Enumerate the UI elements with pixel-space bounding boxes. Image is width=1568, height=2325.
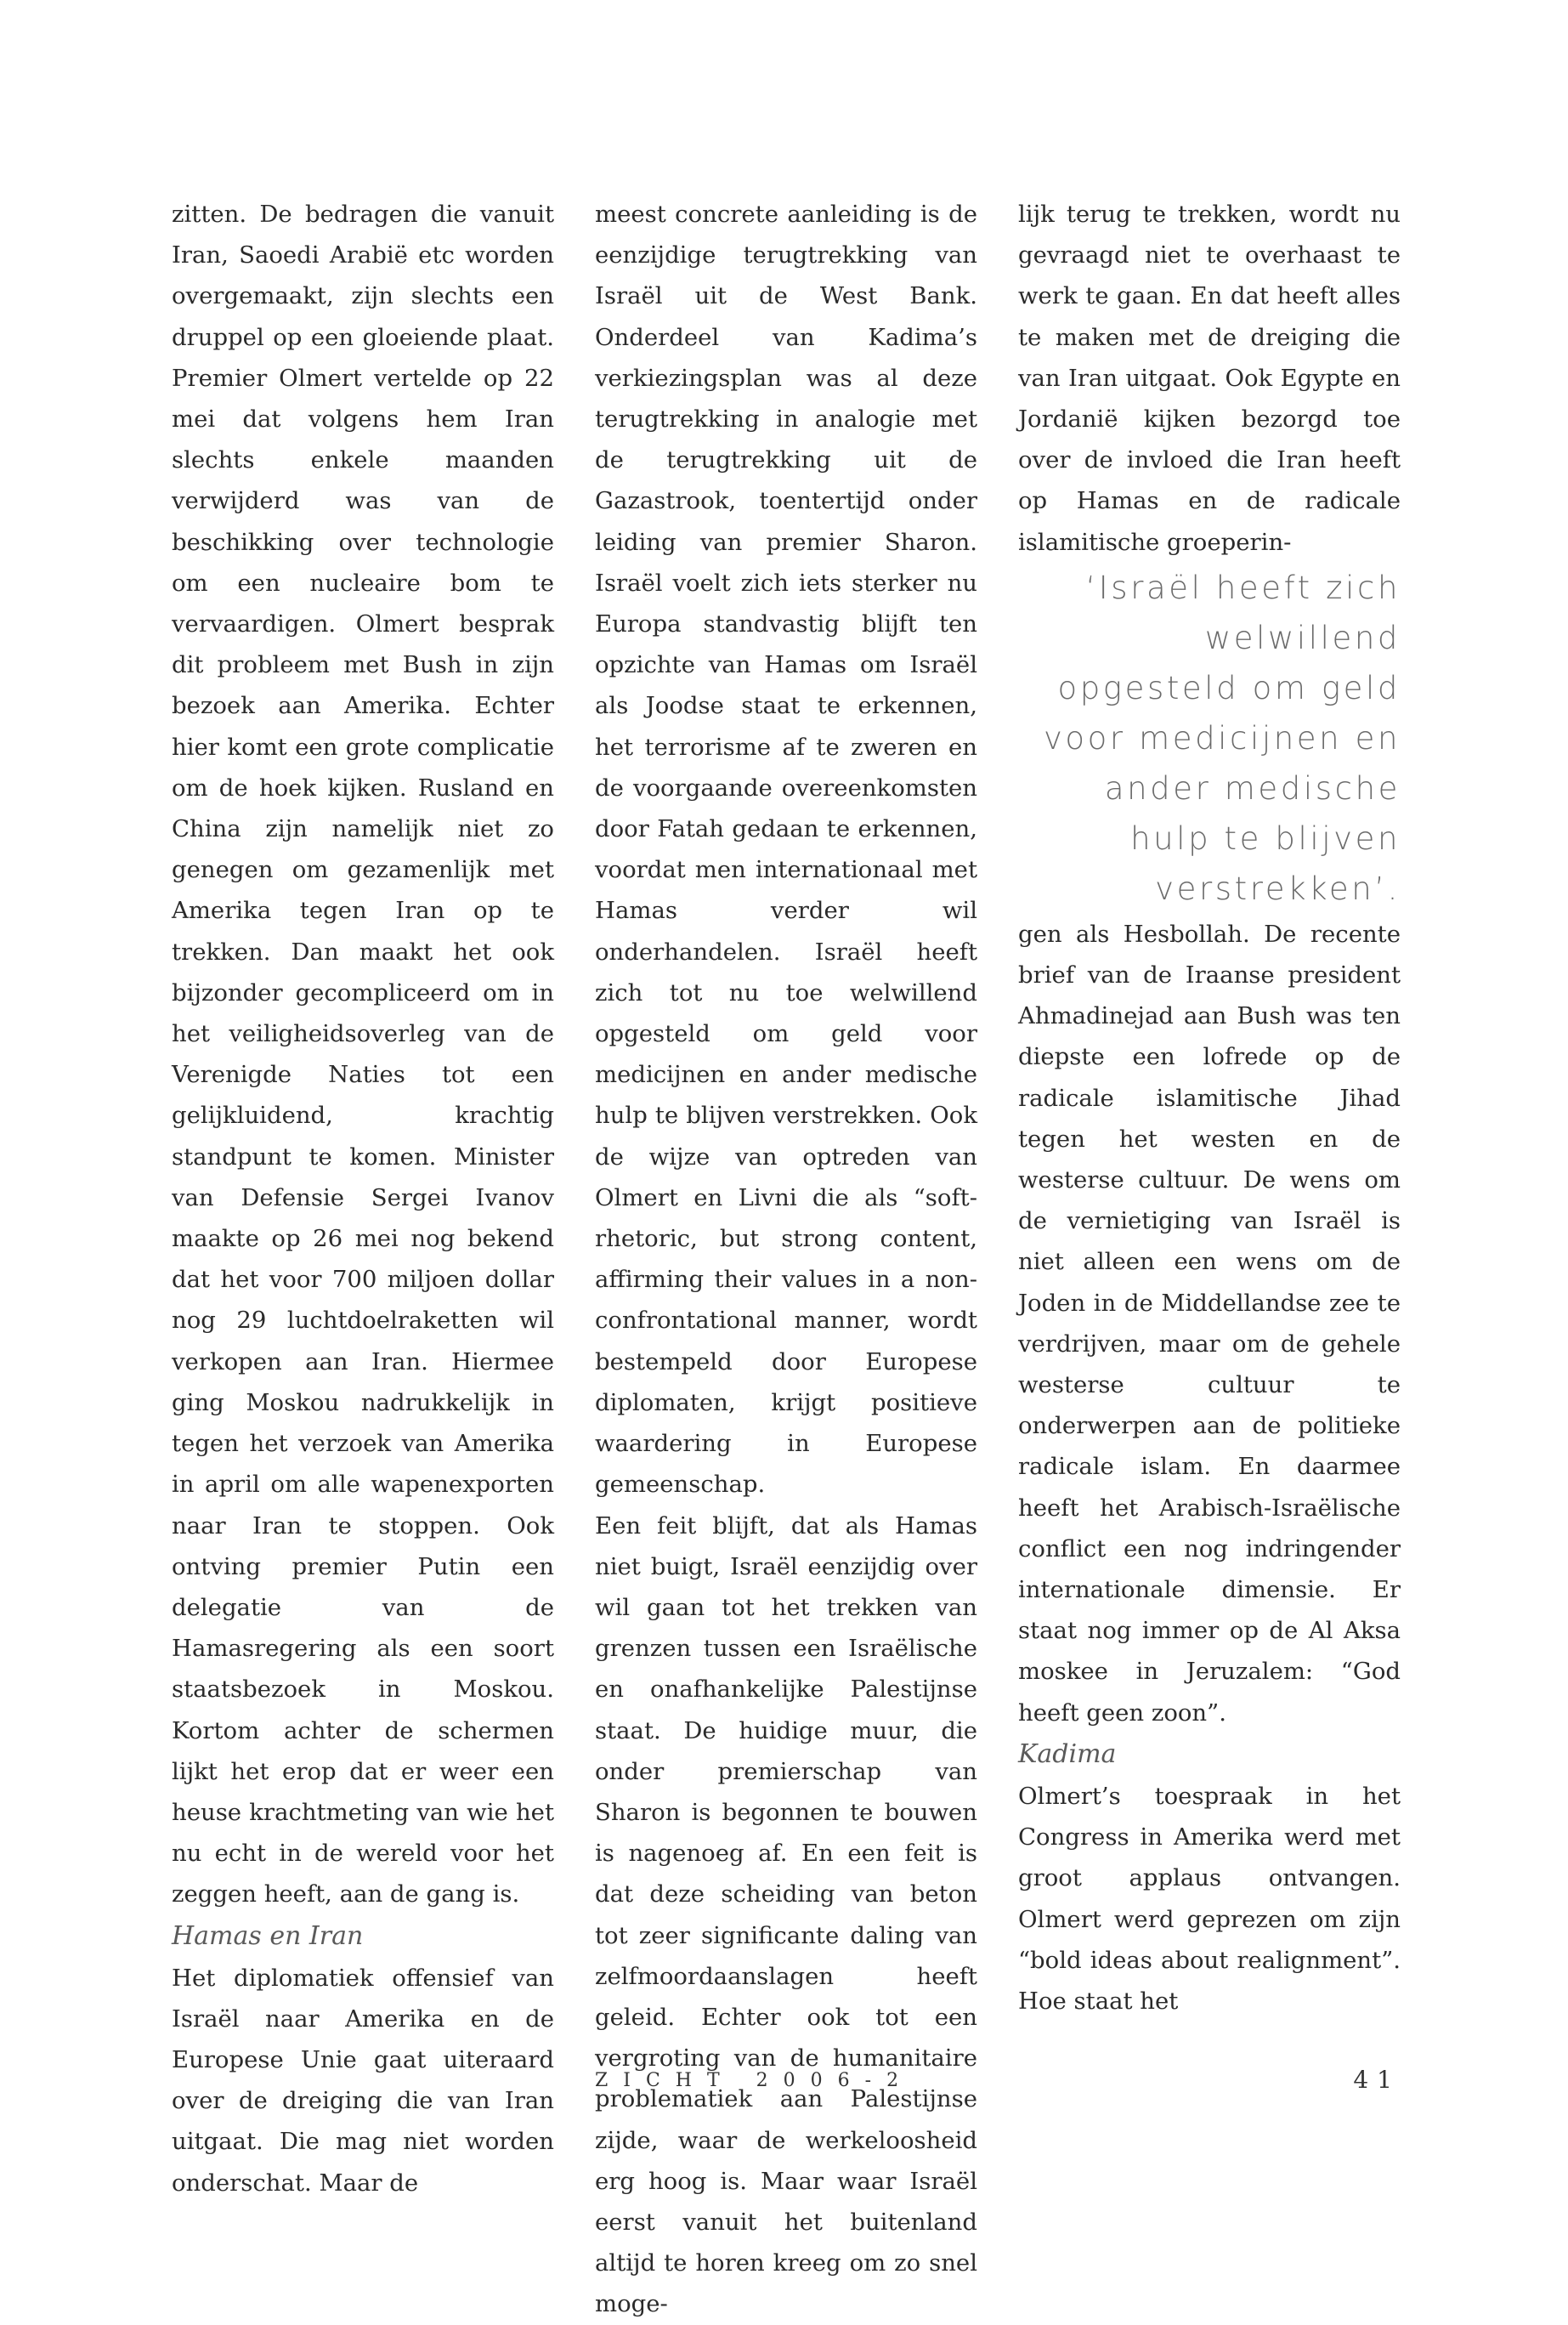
footer-magazine-title: ZICHT 2006-2 (595, 2070, 914, 2091)
paragraph: meest concrete aanleiding is de eenzijdige terugtrekking van Israël uit de West Bank. Onderdeel van Kadima’s verkiezingsplan was al deze terugtrekking in analogie met de terugtrekking uit de Gazastrook, toentertijd onder leiding van premier Sharon. Israël voelt zich iets sterker nu Europa standvastig blijft ten opzichte van Hamas om Israël als Joodse staat te erkennen, het terrorisme af te zweren en de voorgaande overeenkomsten door Fatah gedaan te erkennen, voordat men internationaal met Hamas verder wil onderhandelen. Israël heeft zich tot nu toe welwillend opgesteld om geld voor medicijnen en ander medische hulp te blijven verstrekken. Ook de wijze van optreden van Olmert en Livni die als “soft-rhetoric, but strong content, affirming their values in a non-confrontational manner, wordt bestempeld door Europese diplomaten, krijgt positieve waardering in Europese gemeenschap. (595, 201, 977, 1499)
paragraph: Het diplomatiek offensief van Israël naar Amerika en de Europese Unie gaat uiteraard over de dreiging die van Iran uitgaat. Die mag niet worden onderschat. Maar de (172, 1964, 554, 2197)
text-column-1 (172, 194, 554, 2203)
section-heading-hamas-en-iran: Hamas en Iran (172, 1920, 364, 1951)
page-number: 41 (1353, 2066, 1401, 2094)
paragraph: Olmert’s toespraak in het Congress in Amerika werd met groot applaus ontvangen. Olmert werd geprezen om zijn “bold ideas about realignment”. Hoe staat het (1018, 1782, 1401, 2015)
text-column-2 (595, 194, 977, 2325)
pull-quote: ‘Israël heeft zich welwillend opgesteld om geld voor medicijnen en ander medische hulp te blijven verstrekken’. (1043, 569, 1401, 907)
text-column-3 (1018, 194, 1401, 2022)
paragraph: zitten. De bedragen die vanuit Iran, Saoedi Arabië etc worden overgemaakt, zijn slechts een druppel op een gloeiende plaat. Premier Olmert vertelde op 22 mei dat volgens hem Iran slechts enkele maanden verwijderd was van de beschikking over technologie om een nucleaire bom te vervaardigen. Olmert besprak dit probleem met Bush in zijn bezoek aan Amerika. Echter hier komt een grote complicatie om de hoek kijken. Rusland en China zijn namelijk niet zo genegen om gezamenlijk met Amerika tegen Iran op te trekken. Dan maakt het ook bijzonder gecompliceerd om in het veiligheidsoverleg van de Verenigde Naties tot een gelijkluidend, krachtig standpunt te komen. Minister van Defensie Sergei Ivanov maakte op 26 mei nog bekend dat het voor 700 miljoen dollar nog 29 luchtdoelraketten wil verkopen aan Iran. Hiermee ging Moskou nadrukkelijk in tegen het verzoek van Amerika in april om alle wapenexporten naar Iran te stoppen. Ook ontving premier Putin een delegatie van de Hamasregering als een soort staatsbezoek in Moskou. Kortom achter de schermen lijkt het erop dat er weer een heuse krachtmeting van wie het nu echt in de wereld voor het zeggen heeft, aan de gang is. (172, 201, 554, 1908)
section-heading-kadima: Kadima (1018, 1738, 1117, 1769)
paragraph: gen als Hesbollah. De recente brief van de Iraanse president Ahmadinejad aan Bush was ten diepste een lofrede op de radicale islamitische Jihad tegen het westen en de westerse cultuur. De wens om de vernietiging van Israël is niet alleen een wens om de Joden in de Middellandse zee te verdrijven, maar om de gehele westerse cultuur te onderwerpen aan de politieke radicale islam. En daarmee heeft het Arabisch-Israëlische conflict een nog indringender internationale dimensie. Er staat nog immer op de Al Aksa moskee in Jeruzalem: “God heeft geen zoon”. (1018, 920, 1401, 1727)
paragraph: lijk terug te trekken, wordt nu gevraagd niet te overhaast te werk te gaan. En dat heeft alles te maken met de dreiging die van Iran uitgaat. Ook Egypte en Jordanië kijken bezorgd toe over de invloed die Iran heeft op Hamas en de radicale islamitische groeperin- (1018, 201, 1401, 556)
paragraph: Een feit blijft, dat als Hamas niet buigt, Israël eenzijdig over wil gaan tot het trekken van grenzen tussen een Israëlische en onafhankelijke Palestijnse staat. De huidige muur, die onder premierschap van Sharon is begonnen te bouwen is nagenoeg af. En een feit is dat deze scheiding van beton tot zeer significante daling van zelfmoordaanslagen heeft geleid. Echter ook tot een vergroting van de humanitaire problematiek aan Palestijnse zijde, waar de werkeloosheid erg hoog is. Maar waar Israël eerst vanuit het buitenland altijd te horen kreeg om zo snel moge- (595, 1511, 977, 2318)
